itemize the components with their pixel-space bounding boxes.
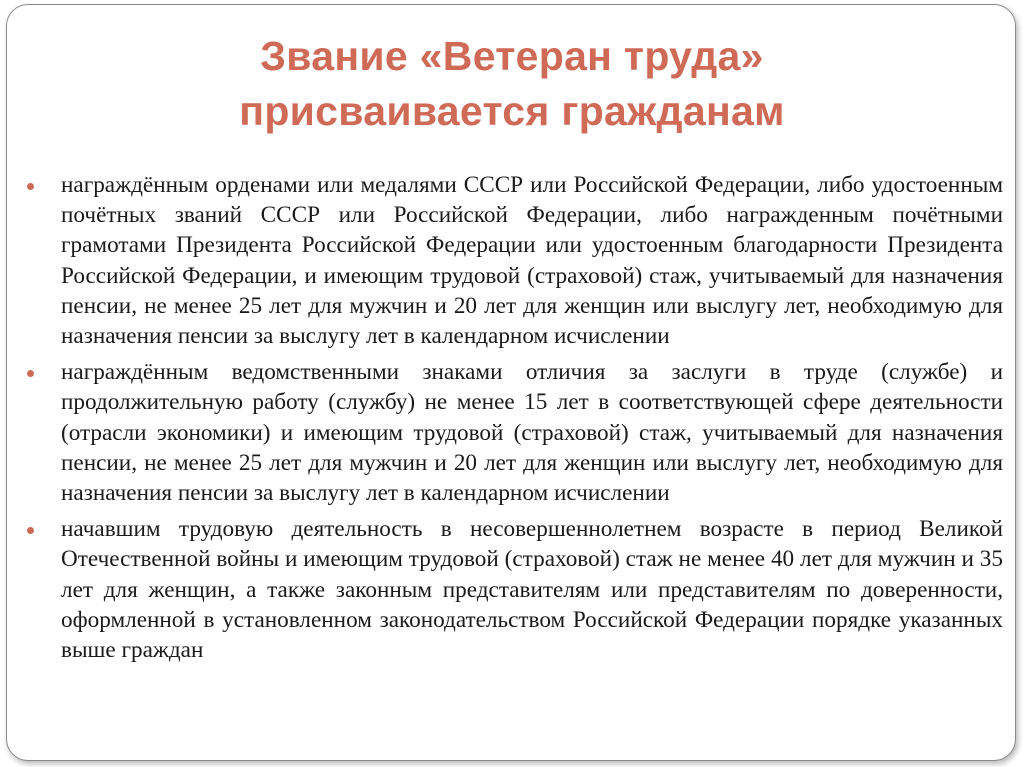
list-item-text: награждённым орденами или медалями СССР или Российской Федерации, либо удостоенным почётных званий СССР или Российской Федерации, либо награжденным почётными грамотами Президента Российской Федерации или удостоенным благодарности Президента Российской Федерации, и имеющим трудовой (страховой) стаж, учитываемый для назначения пенсии, не менее 25 лет для мужчин и 20 лет для женщин или выслугу лет, необходимую для назначения пенсии за выслугу лет в календарном исчислении — [61, 172, 1003, 350]
slide-title-line-2: присваивается гражданам — [239, 88, 785, 134]
slide-title-line-1: Звание «Ветеран труда» — [260, 33, 764, 79]
list-item — [61, 514, 1003, 665]
bullet-dot-icon — [27, 370, 34, 377]
list-item — [61, 357, 1003, 508]
slide-frame — [6, 4, 1016, 761]
slide-title — [7, 29, 1017, 139]
list-item-text: начавшим трудовую деятельность в несовершеннолетнем возрасте в период Великой Отечественной войны и имеющим трудовой (страховой) стаж не менее 40 лет для мужчин и 35 лет для женщин, а также законным представителям или представителям по доверенности, оформленной в установленном законодательством Российской Федерации порядке указанных выше граждан — [61, 516, 1003, 664]
bullet-dot-icon — [27, 527, 34, 534]
list-item-text: награждённым ведомственными знаками отличия за заслуги в труде (службе) и продолжительную работу (службу) не менее 15 лет в соответствующей сфере деятельности (отрасли экономики) и имеющим трудовой (страховой) стаж, учитываемый для назначения пенсии, не менее 25 лет для мужчин и 20 лет для женщин или выслугу лет, необходимую для назначения пенсии за выслугу лет в календарном исчислении — [61, 359, 1003, 507]
bullet-dot-icon — [27, 183, 34, 190]
bullet-list — [61, 170, 1003, 671]
list-item — [61, 170, 1003, 351]
